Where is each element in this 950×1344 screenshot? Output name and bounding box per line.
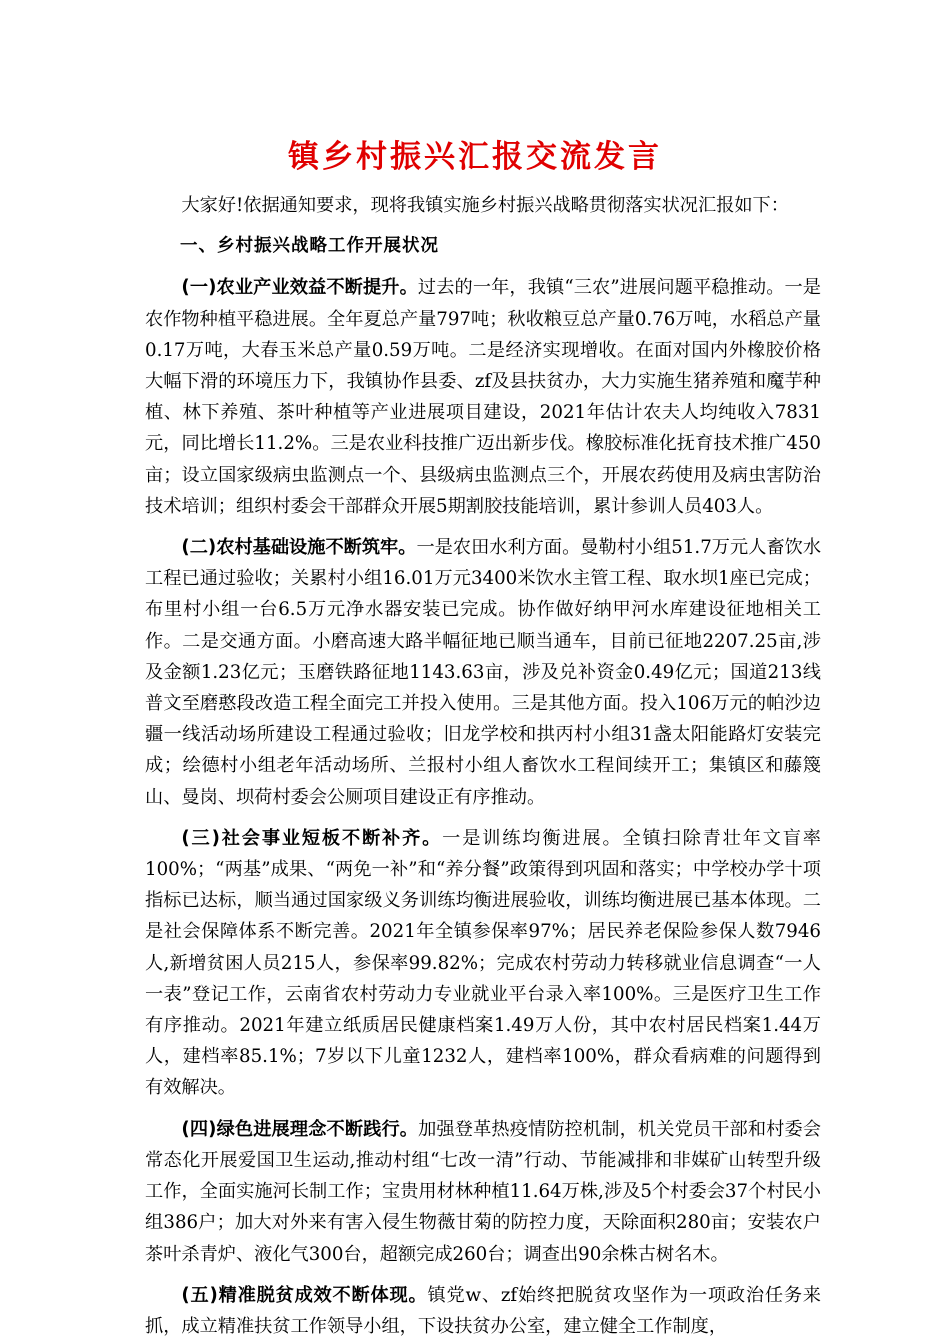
section-paragraph-2 — [145, 532, 821, 813]
section-text-1: 过去的一年，我镇“三农”进展问题平稳推动。一是农作物种植平稳进展。全年夏总产量797吨；秋收粮豆总产量0.76万吨，水稻总产量0.17万吨，大春玉米总产量0.59万吨。二是经济实现增收。在面对国内外橡胶价格大幅下滑的环境压力下，我镇协作县委、zf及县扶贫办，大力实施生猪养殖和魔芋种植、林下养殖、茶叶种植等产业进展项目建设，2021年估计农夫人均纯收入7831元，同比增长11.2%。三是农业科技推广迈出新步伐。橡胶标准化抚育技术推广450亩；设立国家级病虫监测点一个、县级病虫监测点三个，开展农药使用及病虫害防治技术培训；组织村委会干部群众开展5期割胶技能培训，累计参训人员403人。 — [145, 277, 821, 517]
intro-paragraph: 大家好!依据通知要求，现将我镇实施乡村振兴战略贯彻落实状况汇报如下： — [181, 195, 789, 216]
section-lead-3: (三)社会事业短板不断补齐。 — [181, 827, 443, 849]
section-text-5: 镇党w、zf始终把脱贫攻坚作为一项政治任务来抓，成立精准扶贫工作领导小组，下设扶贫办公室，建立健全工作制度， — [145, 1284, 821, 1337]
section-text-4: 加强登革热疫情防控机制，机关党员干部和村委会常态化开展爱国卫生运动,推动村组“七改一清”行动、节能减排和非媒矿山转型升级工作，全面实施河长制工作；宝贵用材林种植11.64万株,涉及5个村委会37个村民小组386户；加大对外来有害入侵生物薇甘菊的防控力度，天除面积280亩；安装农户茶叶杀青炉、液化气300台，超额完成260台；调查出90余株古树名木。 — [145, 1118, 821, 1265]
section-heading: 一、乡村振兴战略工作开展状况 — [180, 236, 439, 257]
section-lead-5: (五)精准脱贫成效不断体现。 — [181, 1284, 428, 1306]
section-paragraph-5 — [145, 1280, 821, 1342]
section-paragraph-3 — [145, 823, 821, 1104]
section-text-2: 一是农田水利方面。曼勒村小组51.7万元人畜饮水工程已通过验收；关累村小组16.01万元3400米饮水主管工程、取水坝1座已完成；布里村小组一台6.5万元净水器安装已完成。协作做好纳甲河水库建设征地相关工作。二是交通方面。小磨高速大路半幅征地已顺当通车，目前已征地2207.25亩,涉及金额1.23亿元；玉磨铁路征地1143.63亩，涉及兑补资金0.49亿元；国道213线普文至磨憨段改造工程全面完工并投入使用。三是其他方面。投入106万元的帕沙边疆一线活动场所建设工程通过验收；旧龙学校和拱丙村小组31盏太阳能路灯安装完成；绘德村小组老年活动场所、兰报村小组人畜饮水工程间续开工；集镇区和藤篾山、曼岗、坝荷村委会公厕项目建设正有序推动。 — [145, 537, 822, 808]
section-paragraph-1 — [145, 272, 821, 522]
section-lead-4: (四)绿色进展理念不断践行。 — [181, 1118, 419, 1140]
section-paragraph-4 — [145, 1114, 821, 1270]
document-body — [145, 190, 821, 1342]
document-title: 镇乡村振兴汇报交流发言 — [288, 139, 662, 175]
section-text-3: 一是训练均衡进展。全镇扫除青壮年文盲率100%；“两基”成果、“两免一补”和“养分餐”政策得到巩固和落实；中学校办学十项指标已达标，顺当通过国家级义务训练均衡进展验收，训练均衡进展已基本体现。二是社会保障体系不断完善。2021年全镇参保率97%；居民养老保险参保人数7946人,新增贫困人员215人，参保率99.82%；完成农村劳动力转移就业信息调查“一人一表”登记工作，云南省农村劳动力专业就业平台录入率100%。三是医疗卫生工作有序推动。2021年建立纸质居民健康档案1.49万人份，其中农村居民档案1.44万人，建档率85.1%；7岁以下儿童1232人，建档率100%，群众看病难的问题得到有效解决。 — [145, 827, 821, 1099]
section-lead-1: (一)农业产业效益不断提升。 — [181, 277, 418, 299]
section-lead-2: (二)农村基础设施不断筑牢。 — [181, 537, 417, 559]
